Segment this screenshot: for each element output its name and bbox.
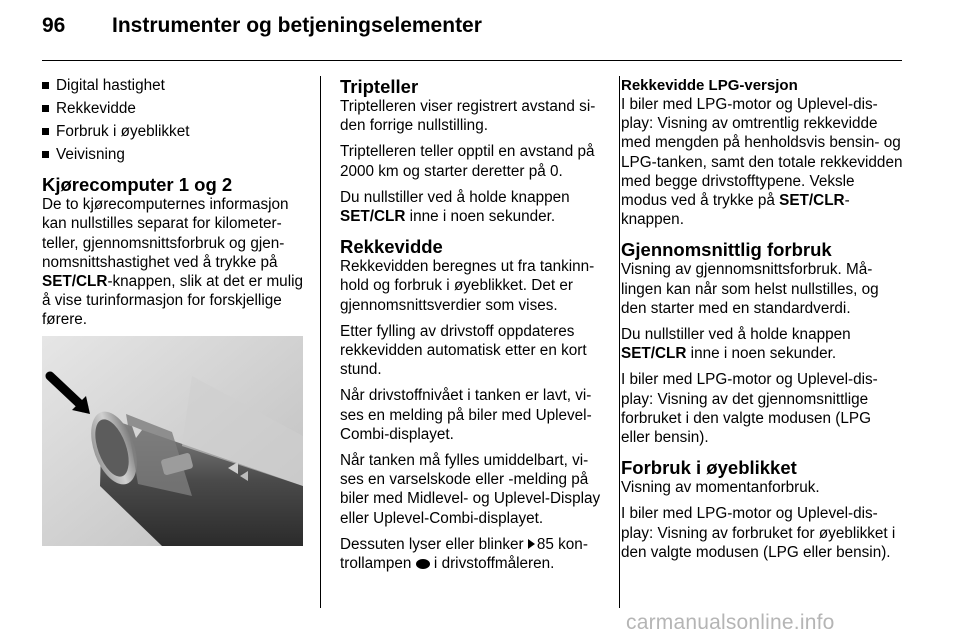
column-divider-1 (320, 76, 321, 608)
list-item: Rekkevidde (42, 99, 304, 118)
paragraph: I biler med LPG-motor og Uplevel-display: Visning av omtrentlig rekkevidde med mengden på henholdsvis bensin- og LPG-tanken, samt den totale rekkevidden med begge drivstofftypene. Veksle modus ved å trykke på SET/CLR-knappen. (621, 96, 903, 229)
paragraph: Triptelleren viser registrert avstand siden forrige nullstilling. (340, 98, 596, 135)
paragraph-trip-computer: De to kjørecomputernes informasjon kan nullstilles separat for kilometerteller, gjennomsnittsforbruk og gjennomsnittshastighet ved å trykke på SET/CLR-knappen, slik at det er mulig å vise turinformasjon for forskjellige førere. (42, 196, 303, 329)
paragraph: Rekkevidden beregnes ut fra tankinnhold og forbruk i øyeblikket. Det er gjennomsnittsverdier som vises. (340, 258, 595, 314)
page-title: Instrumenter og betjeningselementer (112, 14, 482, 37)
column-left (42, 76, 304, 337)
watermark: carmanualsonline.info (626, 611, 835, 634)
key-set-clr: SET/CLR (621, 345, 687, 363)
section-heading-trip-computer: Kjørecomputer 1 og 2 (42, 174, 233, 196)
section-heading-instant-consumption: Forbruk i øyeblikket (621, 457, 797, 479)
paragraph: Visning av momentanforbruk. (621, 479, 820, 497)
paragraph: Når tanken må fylles umiddelbart, vises en varselskode eller -melding på biler med Midlevel- og Uplevel-Display eller Uplevel-Combi-displayet. (340, 452, 601, 527)
key-set-clr: SET/CLR (340, 208, 406, 226)
paragraph: Du nullstiller ved å holde knappen SET/CLR inne i noen sekunder. (621, 326, 851, 363)
paragraph: Når drivstoffnivået i tanken er lavt, vises en melding på biler med Uplevel-Combi-displayet. (340, 387, 592, 443)
column-middle (340, 76, 604, 580)
key-set-clr: SET/CLR (779, 192, 845, 210)
paragraph: Visning av gjennomsnittsforbruk. Målingen kan når som helst nullstilles, og den starter med en standardverdi. (621, 261, 879, 317)
paragraph: Dessuten lyser eller blinker 85 kontrollampen i drivstoffmåleren. (340, 535, 588, 573)
bullet-list (42, 76, 304, 164)
paragraph: Etter fylling av drivstoff oppdateres rekkevidden automatisk etter en kort stund. (340, 322, 587, 379)
paragraph: I biler med LPG-motor og Uplevel-display: Visning av forbruket for øyeblikket i den valgte modusen (LPG eller bensin). (621, 505, 896, 561)
list-item: Digital hastighet (42, 76, 304, 95)
page-reference-arrow-icon (528, 539, 535, 549)
header-divider (42, 60, 902, 61)
section-heading-tripteller: Tripteller (340, 76, 419, 97)
key-set-clr: SET/CLR (42, 273, 108, 291)
paragraph: Triptelleren teller opptil en avstand på 2000 km og starter deretter på 0. (340, 143, 595, 180)
stalk-photo (42, 336, 303, 546)
section-heading-rekkevidde: Rekkevidde (340, 236, 443, 258)
fuel-warning-lamp-icon (416, 559, 430, 569)
paragraph: I biler med LPG-motor og Uplevel-display: Visning av det gjennomsnittlige forbruket i den valgte modusen (LPG eller bensin). (621, 371, 878, 447)
page-number: 96 (42, 14, 66, 37)
column-divider-2 (619, 76, 620, 608)
page-header (0, 0, 960, 62)
column-right (621, 76, 903, 569)
paragraph: Du nullstiller ved å holde knappen SET/CLR inne i noen sekunder. (340, 188, 570, 226)
list-item: Veivisning (42, 145, 304, 164)
section-heading-lpg-range: Rekkevidde LPG-versjon (621, 77, 798, 94)
section-heading-average-consumption: Gjennomsnittlig forbruk (621, 239, 832, 261)
list-item: Forbruk i øyeblikket (42, 122, 304, 141)
